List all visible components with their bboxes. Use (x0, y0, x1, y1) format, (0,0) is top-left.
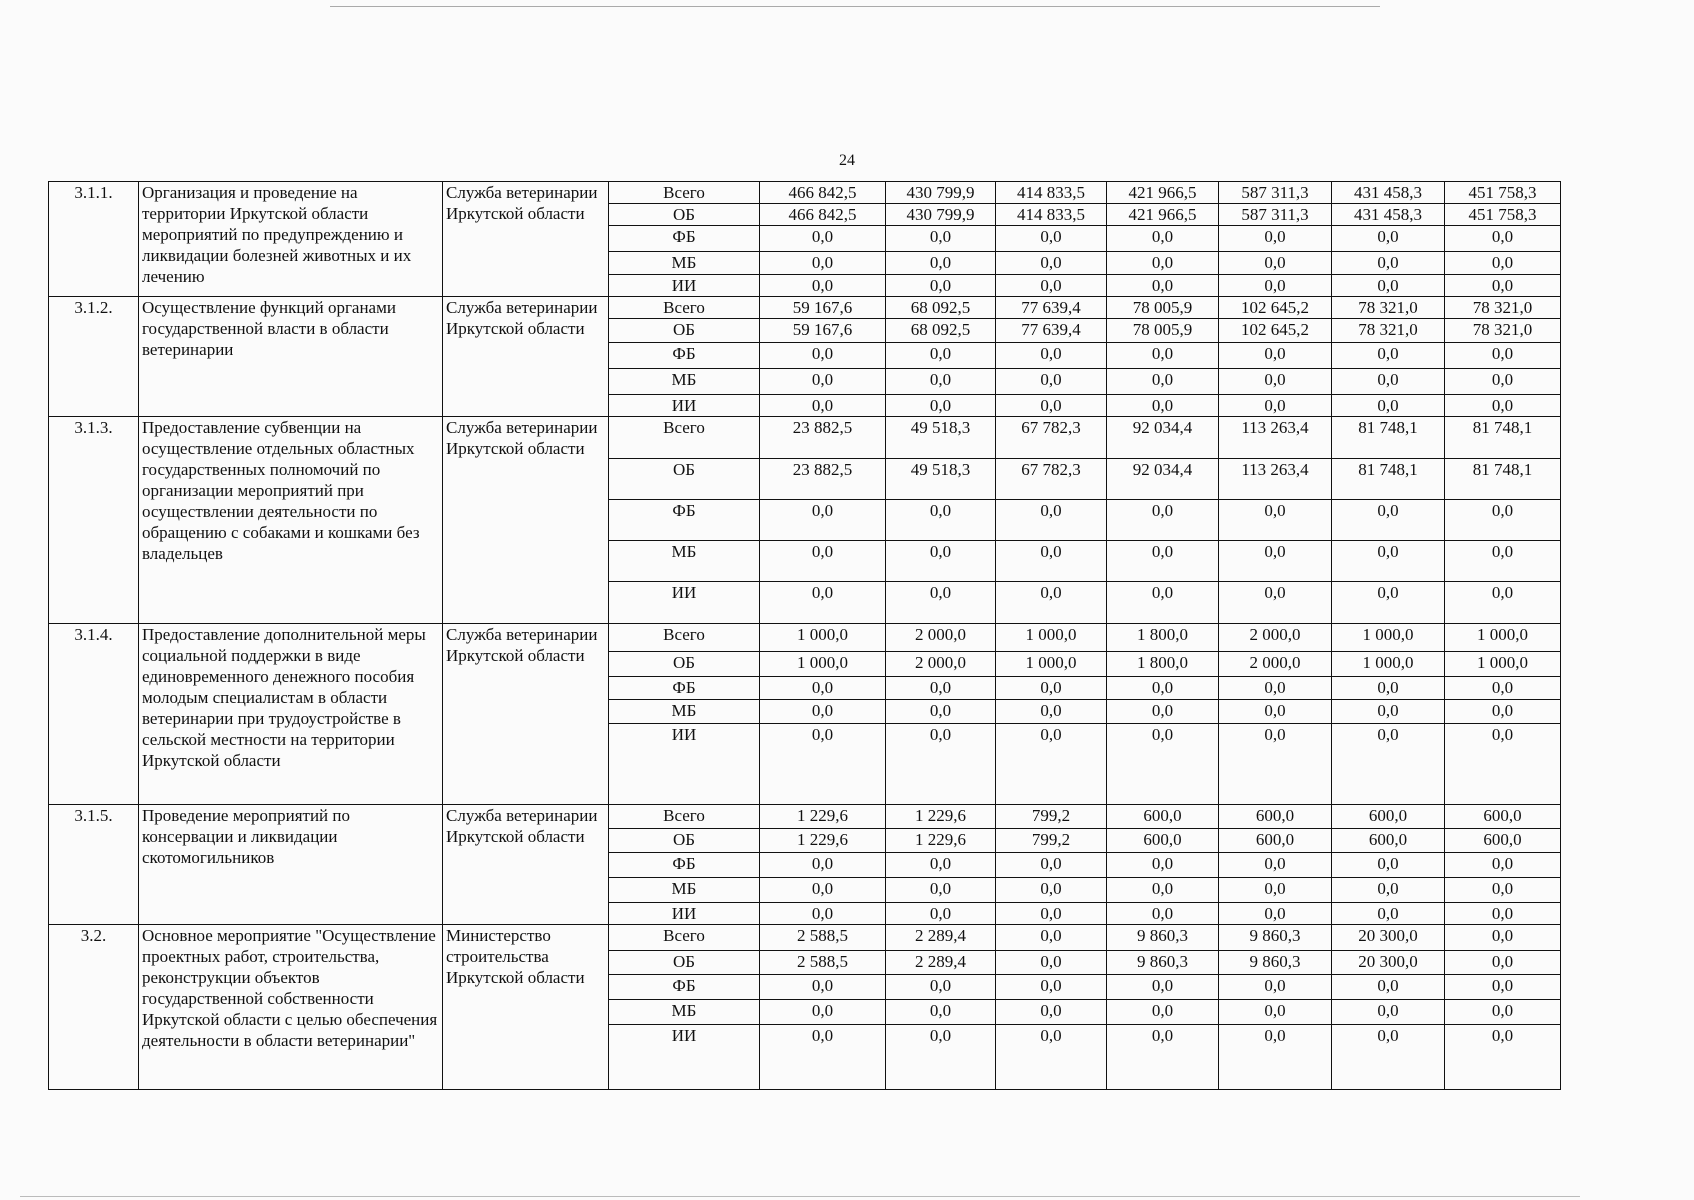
amount-cell: 0,0 (1332, 226, 1445, 252)
amount-cell: 600,0 (1219, 805, 1332, 829)
amount-cell: 0,0 (1219, 878, 1332, 903)
funding-source-label: ИИ (609, 1025, 760, 1090)
table-row-activity (49, 417, 1561, 459)
amount-cell: 0,0 (1219, 226, 1332, 252)
amount-cell: 421 966,5 (1107, 204, 1219, 226)
amount-cell: 0,0 (886, 677, 996, 700)
amount-cell: 0,0 (1445, 275, 1561, 297)
amount-cell: 0,0 (1445, 226, 1561, 252)
amount-cell: 78 005,9 (1107, 319, 1219, 343)
amount-cell: 0,0 (886, 853, 996, 878)
amount-cell: 1 229,6 (886, 805, 996, 829)
amount-cell: 0,0 (1219, 903, 1332, 925)
amount-cell: 0,0 (1445, 1000, 1561, 1025)
funding-source-label: ФБ (609, 853, 760, 878)
amount-cell: 81 748,1 (1445, 417, 1561, 459)
amount-cell: 0,0 (1445, 951, 1561, 975)
amount-cell: 9 860,3 (1219, 925, 1332, 951)
amount-cell: 0,0 (1107, 252, 1219, 275)
amount-cell: 0,0 (760, 500, 886, 541)
amount-cell: 92 034,4 (1107, 459, 1219, 500)
amount-cell: 0,0 (760, 853, 886, 878)
amount-cell: 0,0 (760, 700, 886, 724)
amount-cell: 1 229,6 (760, 829, 886, 853)
amount-cell: 81 748,1 (1332, 459, 1445, 500)
amount-cell: 0,0 (760, 369, 886, 395)
amount-cell: 0,0 (760, 677, 886, 700)
amount-cell: 20 300,0 (1332, 925, 1445, 951)
scan-edge-line-bottom (20, 1196, 1580, 1197)
amount-cell: 799,2 (996, 829, 1107, 853)
amount-cell: 0,0 (1332, 541, 1445, 582)
activity-code: 3.1.1. (49, 182, 139, 297)
activity-executor: Служба ветеринарии Иркутской области (443, 624, 609, 805)
amount-cell: 0,0 (1332, 700, 1445, 724)
amount-cell: 0,0 (886, 903, 996, 925)
amount-cell: 0,0 (760, 975, 886, 1000)
amount-cell: 0,0 (996, 395, 1107, 417)
funding-source-label: ФБ (609, 226, 760, 252)
funding-source-label: МБ (609, 541, 760, 582)
amount-cell: 0,0 (886, 700, 996, 724)
activity-code: 3.1.3. (49, 417, 139, 624)
activity-code: 3.1.2. (49, 297, 139, 417)
amount-cell: 0,0 (996, 951, 1107, 975)
amount-cell: 0,0 (1219, 700, 1332, 724)
amount-cell: 1 000,0 (760, 624, 886, 652)
amount-cell: 92 034,4 (1107, 417, 1219, 459)
amount-cell: 0,0 (886, 975, 996, 1000)
amount-cell: 102 645,2 (1219, 297, 1332, 319)
amount-cell: 0,0 (1445, 582, 1561, 624)
amount-cell: 0,0 (760, 541, 886, 582)
amount-cell: 1 000,0 (1445, 652, 1561, 677)
amount-cell: 0,0 (1219, 500, 1332, 541)
funding-source-label: ФБ (609, 500, 760, 541)
amount-cell: 0,0 (1332, 395, 1445, 417)
amount-cell: 600,0 (1332, 805, 1445, 829)
amount-cell: 0,0 (1107, 500, 1219, 541)
amount-cell: 1 000,0 (1332, 652, 1445, 677)
amount-cell: 0,0 (1445, 677, 1561, 700)
activity-title: Проведение мероприятий по консервации и ликвидации скотомогильников (139, 805, 443, 925)
amount-cell: 0,0 (1445, 724, 1561, 805)
amount-cell: 0,0 (1107, 582, 1219, 624)
activity-code: 3.2. (49, 925, 139, 1090)
amount-cell: 0,0 (760, 395, 886, 417)
amount-cell: 1 800,0 (1107, 624, 1219, 652)
amount-cell: 0,0 (1107, 395, 1219, 417)
amount-cell: 0,0 (1219, 975, 1332, 1000)
amount-cell: 1 800,0 (1107, 652, 1219, 677)
amount-cell: 0,0 (1219, 724, 1332, 805)
amount-cell: 0,0 (996, 724, 1107, 805)
activity-executor: Служба ветеринарии Иркутской области (443, 417, 609, 624)
amount-cell: 0,0 (1219, 395, 1332, 417)
amount-cell: 0,0 (760, 226, 886, 252)
amount-cell: 49 518,3 (886, 459, 996, 500)
amount-cell: 600,0 (1445, 805, 1561, 829)
amount-cell: 0,0 (1445, 369, 1561, 395)
amount-cell: 0,0 (1107, 700, 1219, 724)
amount-cell: 0,0 (1107, 1025, 1219, 1090)
amount-cell: 81 748,1 (1445, 459, 1561, 500)
funding-source-label: ОБ (609, 204, 760, 226)
amount-cell: 0,0 (1445, 252, 1561, 275)
amount-cell: 1 000,0 (996, 624, 1107, 652)
activity-title: Осуществление функций органами государственной власти в области ветеринарии (139, 297, 443, 417)
amount-cell: 600,0 (1107, 805, 1219, 829)
amount-cell: 0,0 (996, 582, 1107, 624)
funding-source-label: ОБ (609, 319, 760, 343)
funding-source-label: ОБ (609, 951, 760, 975)
amount-cell: 414 833,5 (996, 182, 1107, 204)
amount-cell: 9 860,3 (1107, 951, 1219, 975)
amount-cell: 0,0 (760, 724, 886, 805)
activity-title: Предоставление дополнительной меры социальной поддержки в виде единовременного денежного пособия молодым специалистам в области ветеринарии при трудоустройстве в сельской местности на территории Иркутской области (139, 624, 443, 805)
amount-cell: 0,0 (886, 343, 996, 369)
activity-executor: Служба ветеринарии Иркутской области (443, 805, 609, 925)
amount-cell: 1 229,6 (760, 805, 886, 829)
amount-cell: 2 000,0 (1219, 652, 1332, 677)
amount-cell: 0,0 (996, 541, 1107, 582)
funding-source-label: Всего (609, 805, 760, 829)
funding-source-label: ОБ (609, 829, 760, 853)
amount-cell: 0,0 (886, 275, 996, 297)
amount-cell: 431 458,3 (1332, 182, 1445, 204)
funding-source-label: МБ (609, 878, 760, 903)
amount-cell: 0,0 (760, 252, 886, 275)
table-row-activity (49, 182, 1561, 204)
amount-cell: 0,0 (1332, 878, 1445, 903)
amount-cell: 67 782,3 (996, 417, 1107, 459)
table-row-activity (49, 805, 1561, 829)
amount-cell: 113 263,4 (1219, 459, 1332, 500)
amount-cell: 81 748,1 (1332, 417, 1445, 459)
amount-cell: 49 518,3 (886, 417, 996, 459)
amount-cell: 0,0 (886, 500, 996, 541)
amount-cell: 0,0 (1445, 975, 1561, 1000)
amount-cell: 68 092,5 (886, 297, 996, 319)
funding-source-label: Всего (609, 182, 760, 204)
amount-cell: 421 966,5 (1107, 182, 1219, 204)
amount-cell: 0,0 (1332, 724, 1445, 805)
amount-cell: 23 882,5 (760, 459, 886, 500)
amount-cell: 799,2 (996, 805, 1107, 829)
amount-cell: 0,0 (886, 1025, 996, 1090)
amount-cell: 430 799,9 (886, 204, 996, 226)
amount-cell: 600,0 (1219, 829, 1332, 853)
amount-cell: 0,0 (1107, 1000, 1219, 1025)
funding-source-label: ФБ (609, 677, 760, 700)
amount-cell: 9 860,3 (1107, 925, 1219, 951)
amount-cell: 0,0 (1332, 853, 1445, 878)
amount-cell: 2 588,5 (760, 925, 886, 951)
amount-cell: 0,0 (1332, 677, 1445, 700)
table-body (49, 182, 1561, 1090)
amount-cell: 0,0 (996, 903, 1107, 925)
amount-cell: 0,0 (1219, 252, 1332, 275)
amount-cell: 0,0 (886, 226, 996, 252)
amount-cell: 600,0 (1332, 829, 1445, 853)
amount-cell: 0,0 (1332, 343, 1445, 369)
amount-cell: 78 321,0 (1445, 319, 1561, 343)
activity-title: Основное мероприятие "Осуществление проектных работ, строительства, реконструкции объектов государственной собственности Иркутской области с целью обеспечения деятельности в области ветеринарии" (139, 925, 443, 1090)
activity-code: 3.1.4. (49, 624, 139, 805)
amount-cell: 0,0 (1219, 541, 1332, 582)
amount-cell: 0,0 (760, 275, 886, 297)
amount-cell: 2 000,0 (886, 652, 996, 677)
amount-cell: 0,0 (1107, 903, 1219, 925)
amount-cell: 0,0 (1332, 582, 1445, 624)
funding-source-label: ИИ (609, 582, 760, 624)
amount-cell: 466 842,5 (760, 182, 886, 204)
amount-cell: 0,0 (1445, 700, 1561, 724)
amount-cell: 0,0 (886, 1000, 996, 1025)
amount-cell: 0,0 (1445, 878, 1561, 903)
amount-cell: 0,0 (1107, 878, 1219, 903)
amount-cell: 2 588,5 (760, 951, 886, 975)
amount-cell: 0,0 (1107, 343, 1219, 369)
amount-cell: 59 167,6 (760, 297, 886, 319)
table-row-activity (49, 624, 1561, 652)
amount-cell: 0,0 (1445, 1025, 1561, 1090)
amount-cell: 78 005,9 (1107, 297, 1219, 319)
amount-cell: 0,0 (760, 343, 886, 369)
funding-source-label: ИИ (609, 724, 760, 805)
amount-cell: 0,0 (886, 724, 996, 805)
amount-cell: 2 000,0 (886, 624, 996, 652)
funding-source-label: ФБ (609, 343, 760, 369)
amount-cell: 0,0 (996, 500, 1107, 541)
activity-executor: Министерство строительства Иркутской области (443, 925, 609, 1090)
amount-cell: 0,0 (1219, 369, 1332, 395)
table-row-activity (49, 925, 1561, 951)
amount-cell: 0,0 (1332, 1025, 1445, 1090)
funding-source-label: Всего (609, 417, 760, 459)
amount-cell: 0,0 (1445, 395, 1561, 417)
activity-executor: Служба ветеринарии Иркутской области (443, 297, 609, 417)
amount-cell: 0,0 (886, 395, 996, 417)
amount-cell: 0,0 (886, 541, 996, 582)
amount-cell: 0,0 (1445, 903, 1561, 925)
amount-cell: 77 639,4 (996, 319, 1107, 343)
amount-cell: 68 092,5 (886, 319, 996, 343)
amount-cell: 0,0 (760, 582, 886, 624)
funding-source-label: Всего (609, 624, 760, 652)
amount-cell: 1 000,0 (1332, 624, 1445, 652)
amount-cell: 78 321,0 (1332, 297, 1445, 319)
amount-cell: 9 860,3 (1219, 951, 1332, 975)
amount-cell: 0,0 (760, 1025, 886, 1090)
amount-cell: 0,0 (996, 1000, 1107, 1025)
amount-cell: 0,0 (886, 582, 996, 624)
amount-cell: 430 799,9 (886, 182, 996, 204)
amount-cell: 600,0 (1107, 829, 1219, 853)
amount-cell: 78 321,0 (1332, 319, 1445, 343)
amount-cell: 0,0 (996, 252, 1107, 275)
amount-cell: 102 645,2 (1219, 319, 1332, 343)
amount-cell: 0,0 (996, 677, 1107, 700)
amount-cell: 0,0 (886, 369, 996, 395)
amount-cell: 77 639,4 (996, 297, 1107, 319)
amount-cell: 2 289,4 (886, 925, 996, 951)
activity-code: 3.1.5. (49, 805, 139, 925)
amount-cell: 0,0 (996, 878, 1107, 903)
amount-cell: 0,0 (1219, 275, 1332, 297)
amount-cell: 0,0 (1107, 369, 1219, 395)
amount-cell: 0,0 (1219, 1025, 1332, 1090)
amount-cell: 0,0 (996, 1025, 1107, 1090)
page-number: 24 (839, 152, 855, 169)
funding-source-label: Всего (609, 925, 760, 951)
activity-title: Организация и проведение на территории Иркутской области мероприятий по предупреждению и ликвидации болезней животных и их лечению (139, 182, 443, 297)
amount-cell: 0,0 (996, 925, 1107, 951)
funding-source-label: ИИ (609, 903, 760, 925)
amount-cell: 431 458,3 (1332, 204, 1445, 226)
amount-cell: 0,0 (996, 275, 1107, 297)
amount-cell: 0,0 (1107, 275, 1219, 297)
funding-source-label: ФБ (609, 975, 760, 1000)
amount-cell: 0,0 (886, 252, 996, 275)
amount-cell: 587 311,3 (1219, 182, 1332, 204)
amount-cell: 0,0 (1107, 677, 1219, 700)
funding-source-label: МБ (609, 1000, 760, 1025)
amount-cell: 600,0 (1445, 829, 1561, 853)
amount-cell: 59 167,6 (760, 319, 886, 343)
activity-title: Предоставление субвенции на осуществление отдельных областных государственных полномочий по организации мероприятий при осуществлении деятельности по обращению с собаками и кошками без владельцев (139, 417, 443, 624)
amount-cell: 0,0 (996, 700, 1107, 724)
amount-cell: 0,0 (1219, 677, 1332, 700)
amount-cell: 0,0 (1107, 541, 1219, 582)
funding-source-label: ОБ (609, 459, 760, 500)
amount-cell: 466 842,5 (760, 204, 886, 226)
amount-cell: 0,0 (1332, 1000, 1445, 1025)
amount-cell: 451 758,3 (1445, 182, 1561, 204)
amount-cell: 2 000,0 (1219, 624, 1332, 652)
amount-cell: 0,0 (1332, 975, 1445, 1000)
amount-cell: 0,0 (1332, 252, 1445, 275)
amount-cell: 0,0 (1445, 500, 1561, 541)
table-row-activity (49, 297, 1561, 319)
amount-cell: 0,0 (760, 878, 886, 903)
amount-cell: 0,0 (1107, 724, 1219, 805)
amount-cell: 587 311,3 (1219, 204, 1332, 226)
amount-cell: 0,0 (996, 853, 1107, 878)
amount-cell: 113 263,4 (1219, 417, 1332, 459)
amount-cell: 0,0 (1219, 343, 1332, 369)
amount-cell: 0,0 (996, 369, 1107, 395)
amount-cell: 0,0 (1107, 975, 1219, 1000)
amount-cell: 0,0 (760, 903, 886, 925)
funding-source-label: ИИ (609, 275, 760, 297)
amount-cell: 23 882,5 (760, 417, 886, 459)
funding-source-label: Всего (609, 297, 760, 319)
amount-cell: 0,0 (1332, 369, 1445, 395)
amount-cell: 0,0 (1445, 853, 1561, 878)
amount-cell: 67 782,3 (996, 459, 1107, 500)
funding-source-label: ОБ (609, 652, 760, 677)
funding-source-label: МБ (609, 252, 760, 275)
amount-cell: 0,0 (760, 1000, 886, 1025)
amount-cell: 0,0 (1219, 582, 1332, 624)
amount-cell: 0,0 (996, 226, 1107, 252)
amount-cell: 414 833,5 (996, 204, 1107, 226)
budget-table (48, 181, 1561, 1090)
amount-cell: 0,0 (996, 975, 1107, 1000)
amount-cell: 0,0 (1445, 541, 1561, 582)
amount-cell: 1 000,0 (1445, 624, 1561, 652)
amount-cell: 20 300,0 (1332, 951, 1445, 975)
amount-cell: 0,0 (996, 343, 1107, 369)
amount-cell: 1 229,6 (886, 829, 996, 853)
amount-cell: 78 321,0 (1445, 297, 1561, 319)
amount-cell: 0,0 (1219, 853, 1332, 878)
funding-source-label: МБ (609, 700, 760, 724)
amount-cell: 0,0 (1332, 903, 1445, 925)
funding-source-label: ИИ (609, 395, 760, 417)
amount-cell: 0,0 (1445, 925, 1561, 951)
amount-cell: 0,0 (1332, 500, 1445, 541)
amount-cell: 0,0 (1107, 226, 1219, 252)
activity-executor: Служба ветеринарии Иркутской области (443, 182, 609, 297)
scan-edge-line-top (330, 6, 1380, 7)
amount-cell: 1 000,0 (760, 652, 886, 677)
amount-cell: 0,0 (1332, 275, 1445, 297)
amount-cell: 2 289,4 (886, 951, 996, 975)
amount-cell: 0,0 (1219, 1000, 1332, 1025)
amount-cell: 0,0 (1107, 853, 1219, 878)
amount-cell: 0,0 (1445, 343, 1561, 369)
amount-cell: 0,0 (886, 878, 996, 903)
amount-cell: 1 000,0 (996, 652, 1107, 677)
funding-source-label: МБ (609, 369, 760, 395)
amount-cell: 451 758,3 (1445, 204, 1561, 226)
